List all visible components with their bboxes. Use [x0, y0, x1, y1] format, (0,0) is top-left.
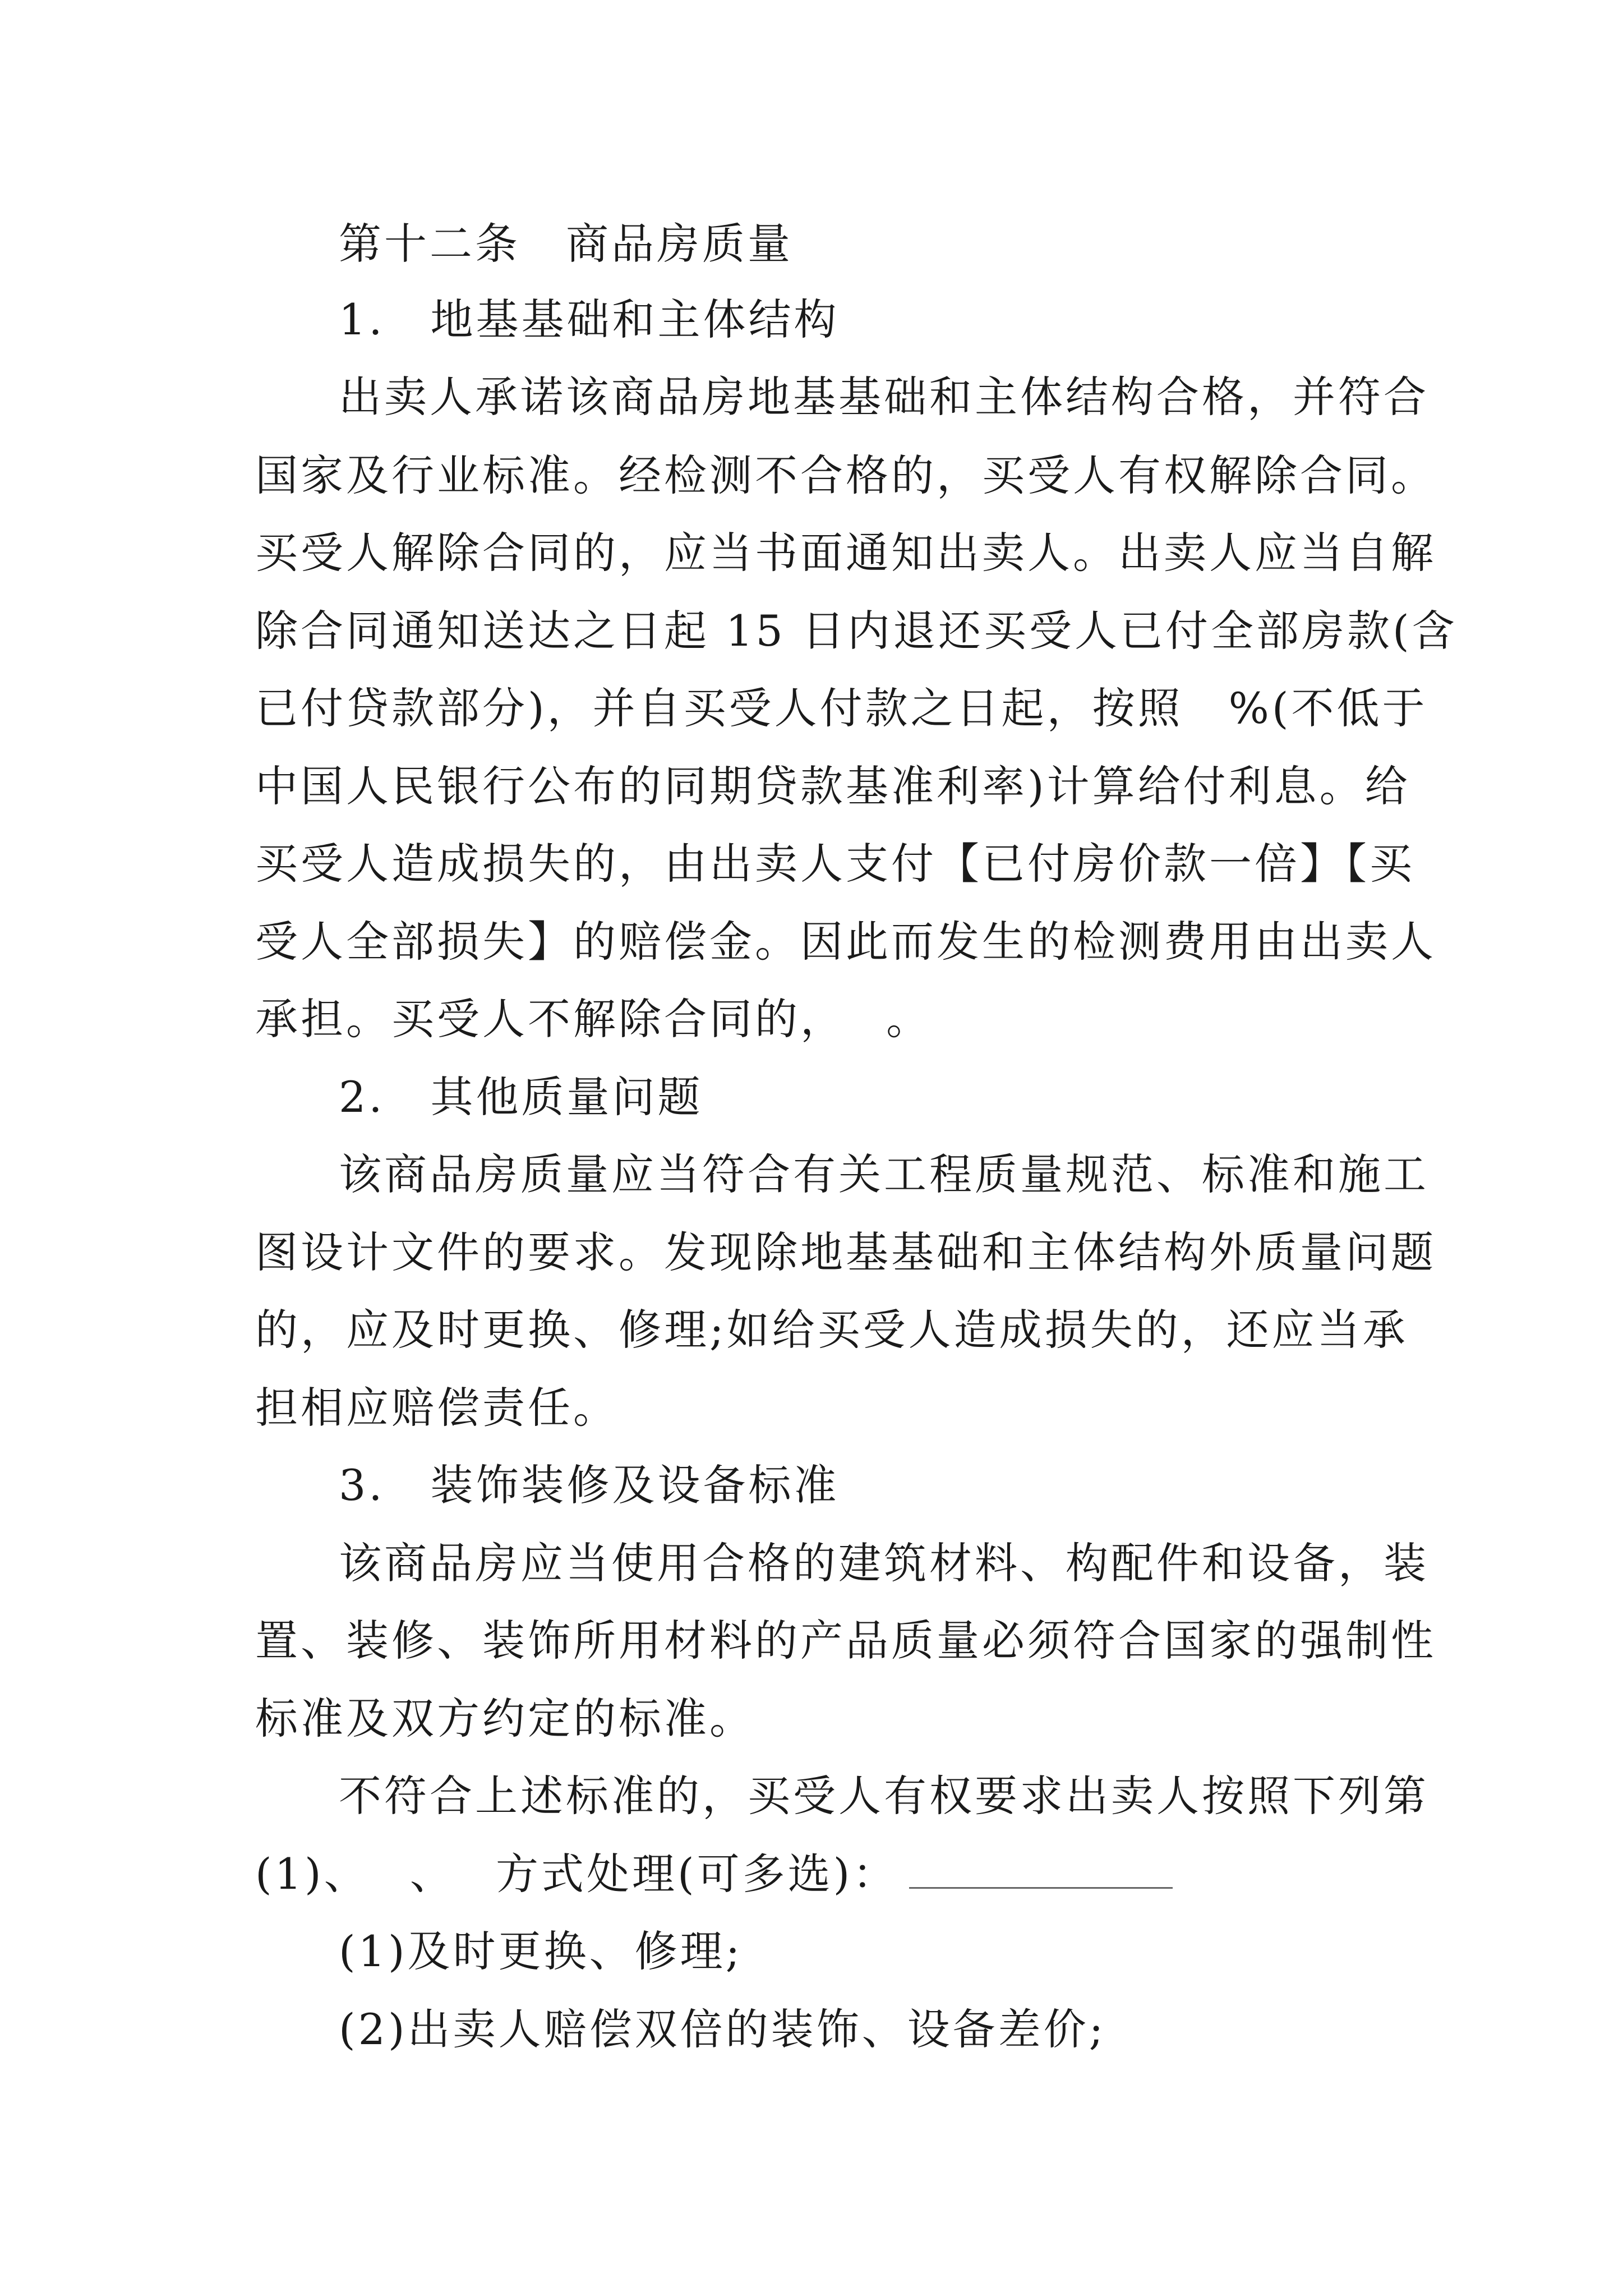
- paragraph-line: 除合同通知送达之日起 15 日内退还买受人已付全部房款(含: [255, 606, 1458, 656]
- fill-in-blank[interactable]: [909, 1853, 1173, 1889]
- paragraph-line-with-blank: [255, 1849, 1173, 1899]
- section-2-heading: 2. 其他质量问题: [339, 1072, 703, 1122]
- section-3-heading: 3. 装饰装修及设备标准: [339, 1460, 840, 1510]
- paragraph-line: 国家及行业标准。经检测不合格的，买受人有权解除合同。: [255, 450, 1436, 500]
- paragraph-line: 置、装修、装饰所用材料的产品质量必须符合国家的强制性: [255, 1616, 1436, 1665]
- paragraph-text: (1)、 、 方式处理(可多选)：: [255, 1849, 898, 1899]
- paragraph-line: 该商品房应当使用合格的建筑材料、构配件和设备，装: [339, 1538, 1429, 1588]
- paragraph-line: 的，应及时更换、修理;如给买受人造成损失的，还应当承: [255, 1305, 1408, 1355]
- paragraph-line: 出卖人承诺该商品房地基基础和主体结构合格，并符合: [339, 372, 1429, 422]
- paragraph-line: 买受人解除合同的，应当书面通知出卖人。出卖人应当自解: [255, 528, 1436, 578]
- paragraph-line: 中国人民银行公布的同期贷款基准利率)计算给付利息。给: [255, 761, 1410, 811]
- article-title: 第十二条 商品房质量: [339, 219, 793, 269]
- paragraph-line: 该商品房质量应当符合有关工程质量规范、标准和施工: [339, 1149, 1429, 1199]
- paragraph-line: 图设计文件的要求。发现除地基基础和主体结构外质量问题: [255, 1227, 1436, 1277]
- paragraph-line: 买受人造成损失的，由出卖人支付【已付房价款一倍】【买: [255, 839, 1415, 889]
- paragraph-line: 已付贷款部分)，并自买受人付款之日起，按照 %(不低于: [255, 683, 1428, 733]
- option-1: (1)及时更换、修理;: [339, 1926, 743, 1976]
- paragraph-line: 承担。买受人不解除合同的， 。: [255, 994, 932, 1044]
- option-2: (2)出卖人赔偿双倍的装饰、设备差价;: [339, 2004, 1106, 2054]
- paragraph-line: 标准及双方约定的标准。: [255, 1694, 755, 1743]
- section-1-heading: 1. 地基基础和主体结构: [339, 295, 840, 344]
- paragraph-line: 受人全部损失】的赔偿金。因此而发生的检测费用由出卖人: [255, 917, 1436, 967]
- paragraph-line: 担相应赔偿责任。: [255, 1383, 619, 1433]
- paragraph-line: 不符合上述标准的，买受人有权要求出卖人按照下列第: [339, 1771, 1429, 1821]
